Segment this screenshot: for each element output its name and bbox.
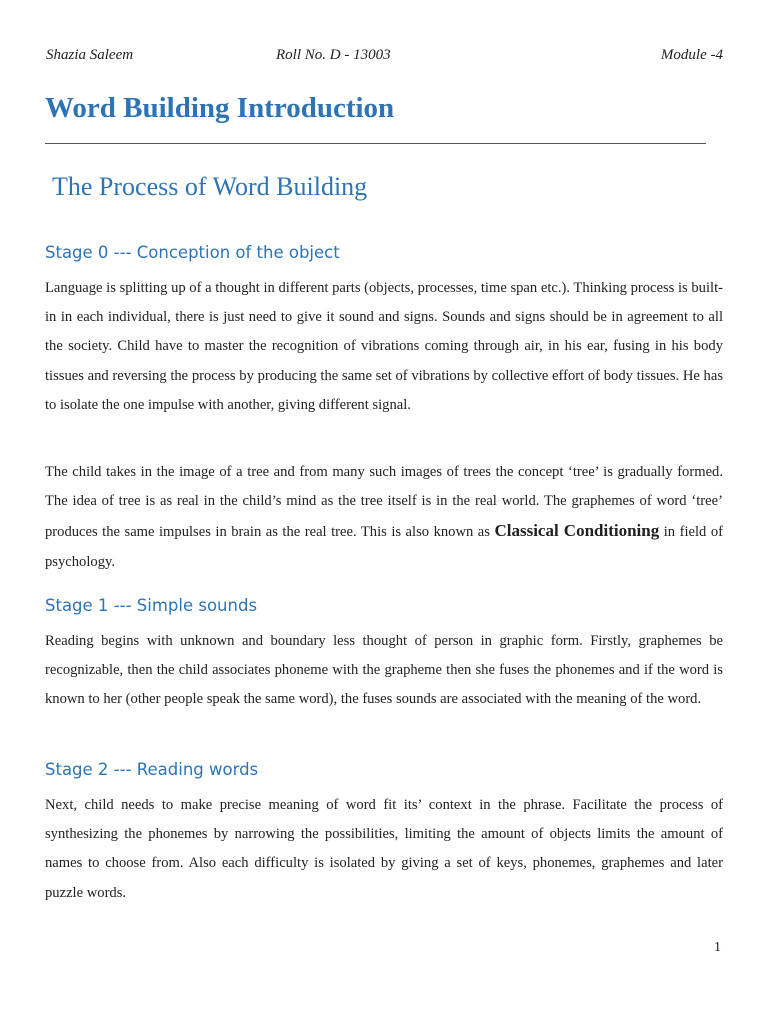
module-label: Module -4 [660, 47, 723, 63]
paragraph-text-end: in field of psychology. [45, 524, 723, 570]
paragraph-text: The child takes in the image of a tree and from many such images of trees the concept ‘tree’ is gradually formed. The idea of tree is as real in the child’s mind as the tree itself is in the real world. The graphemes of word ‘tree’ produces the same impulses in brain as the real tree. This is also known as [45, 464, 723, 541]
document-title: Word Building Introduction [45, 92, 395, 124]
classical-conditioning-term: Classical Conditioning [494, 521, 660, 541]
stage-2-heading: Stage 2 --- Reading words [45, 760, 259, 779]
stage-1-paragraph: Reading begins with unknown and boundary less thought of person in graphic form. Firstly, graphemes be recognizable, then the child associates phoneme with the grapheme then she fuses the phonemes and if the word is known to her (other people speak the same word), the fuses sounds are associated with the meaning of the word. [45, 633, 723, 708]
roll-number: Roll No. D - 13003 [276, 47, 391, 63]
page-number: 1 [714, 940, 721, 955]
stage-0-heading: Stage 0 --- Conception of the object [45, 243, 340, 262]
stage-1-heading: Stage 1 --- Simple sounds [45, 596, 258, 615]
title-divider [45, 143, 706, 144]
section-title: The Process of Word Building [52, 172, 368, 201]
author-name: Shazia Saleem [46, 47, 134, 63]
stage-0-paragraph-1: Language is splitting up of a thought in different parts (objects, processes, time span etc.). Thinking process is built-in in each individual, there is just need to give it sound and signs. Sounds and signs should be in agreement to all the society. Child have to master the recognition of vibrations coming through air, in his ear, fusing in his body tissues and reversing the process by producing the same set of vibrations by collective effort of body tissues. He has to isolate the one impulse with another, giving different signal. [45, 280, 723, 413]
page-header [46, 47, 723, 67]
stage-0-paragraph-2 [45, 458, 723, 577]
stage-2-paragraph: Next, child needs to make precise meaning of word fit its’ context in the phrase. Facilitate the process of synthesizing the phonemes by narrowing the possibilities, limiting the amount of objects limits the amount of names to choose from. Also each difficulty is isolated by giving a set of keys, phonemes, graphemes and later puzzle words. [45, 797, 723, 901]
